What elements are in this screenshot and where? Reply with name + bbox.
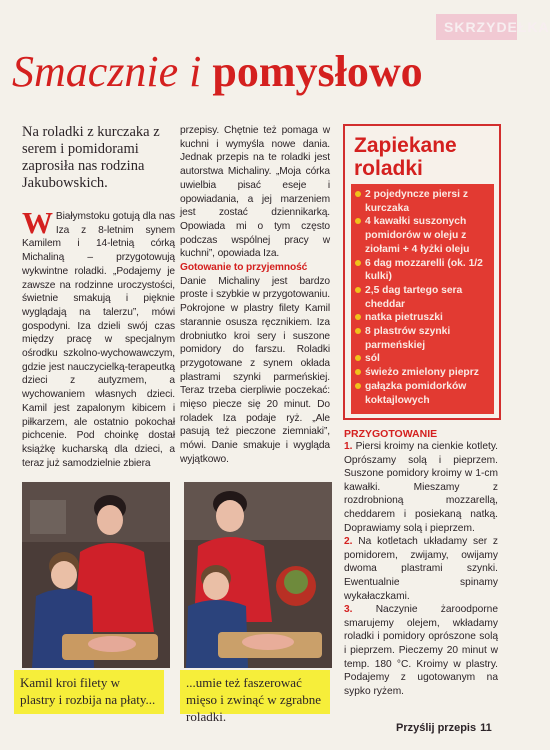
bullet-icon xyxy=(355,287,361,293)
photo-kitchen-1 xyxy=(22,482,170,668)
preparation-heading: PRZYGOTOWANIE xyxy=(344,428,438,440)
drop-cap: W xyxy=(22,205,53,240)
bullet-icon xyxy=(355,383,361,389)
page-number: 11 xyxy=(480,722,492,734)
bullet-icon xyxy=(355,191,361,197)
intro-lead: Na roladki z kurczaka z serem i pomidorami zaprosiła nas rodzina Jakubowskich. xyxy=(22,124,160,191)
page-title xyxy=(12,44,512,100)
page-footer xyxy=(396,722,492,734)
ingredient-text: 2,5 dag tartego sera cheddar xyxy=(365,284,463,310)
article-column-2 xyxy=(180,124,330,467)
photo-caption-1: Kamil kroi filety w plastry i rozbija na płaty... xyxy=(14,670,164,714)
ingredient-item xyxy=(354,311,490,325)
ingredient-text: 8 plastrów szynki parmeńskiej xyxy=(365,326,451,351)
ingredient-item xyxy=(354,366,490,380)
ingredients-list xyxy=(351,184,494,414)
step-text: Piersi kroimy na cienkie kotlety. Oprószamy solą i pieprzem. Suszone pomidory kroimy w 1-cm kawałki. Mieszamy z rozdrobnioną mozzarellą, cheddarem i posiekaną natką. Doprawiamy solą i pieprzem. xyxy=(344,441,498,534)
ingredient-item xyxy=(354,352,490,366)
photo-kitchen-2-art xyxy=(184,482,332,668)
footer-text: Przyślij przepis xyxy=(396,722,477,734)
column-1-text: Białymstoku gotują dla nas Iza z 8-letnim synem Kamilem i 14-letnią córką Michaliną – przygotowują wykwintne roladki. „Podajemy je zawsze na rodzinne uroczystości, świetnie smakują i pięknie wyglądają na talerzu”, mówi gospodyni. Iza dzieli swój czas między pracę w specjalnym ośrodku szkolno-wychowawczym, gdzie jest nauczycielką-terapeutką dzieci z autyzmem, a wychowaniem własnych dzieci. Kamil jest zapalonym kibicem i piłkarzem, ale ostatnio pokochał pichcenie. Pod choinkę dostał książkę kucharską dla dzieci, a teraz już samodzielnie zbiera xyxy=(22,211,175,469)
step-number: 2. xyxy=(344,536,353,548)
step-text: Naczynie żaroodporne smarujemy olejem, wkładamy roladki i pomidory oprószone solą i pieprzem. Pieczemy 20 minut w temp. 180 °C. Kroimy w plastry. Podajemy z ugotowanym na sypko ryżem. xyxy=(344,604,498,697)
ingredient-item xyxy=(354,325,490,352)
ingredient-item xyxy=(354,188,490,215)
column-2-text-1: przepisy. Chętnie też pomaga w kuchni i wymyśla nowe dania. Jednak przepis na te roladki jest autorstwa Michaliny. „Moja córka uwielbia pisać eseje i opowiadania, a jej marzeniem jest zostać dziennikarką. Opowiada mi o tym często podczas wspólnej pracy w kuchni”, opowiada Iza. xyxy=(180,125,330,260)
bullet-icon xyxy=(355,314,361,320)
ingredient-item xyxy=(354,257,490,284)
prep-step xyxy=(344,535,498,603)
subheading: Gotowanie to przyjemność xyxy=(180,262,308,274)
preparation-steps xyxy=(344,440,498,698)
section-tag: SKRZYDEŁKA xyxy=(436,14,517,40)
ingredient-item xyxy=(354,215,490,256)
photo-kitchen-1-art xyxy=(22,482,170,668)
ingredient-text: 6 dag mozzarelli (ok. 1/2 kulki) xyxy=(365,257,483,283)
article-column-1 xyxy=(22,205,175,470)
bullet-icon xyxy=(355,218,361,224)
ingredient-text: natka pietruszki xyxy=(365,312,443,324)
photo-kitchen-2 xyxy=(184,482,332,668)
step-text: Na kotletach układamy ser z pomidorem, zwijamy, owijamy dwoma plastrami szynki. Ewentualnie spinamy wykałaczkami. xyxy=(344,536,498,602)
column-2-text-2: Danie Michaliny jest bardzo proste i szybkie w przygotowaniu. Pokrojone w plastry filety Kamil starannie osusza ręcznikiem. Iza drobniutko kroi sery i suszone pomidory do farszu. Roladki przygotowane z synem okłada plastrami szynki parmeńskiej. Teraz trzeba cierpliwie poczekać: mięso piecze się 20 minut. Do roladek Iza podaje ryż. „Ale pasują też pieczone ziemniaki”, mówi. Danie smakuje i wygląda wyjątkowo. xyxy=(180,275,330,465)
recipe-title: Zapiekane roladki xyxy=(354,134,457,180)
bullet-icon xyxy=(355,260,361,266)
title-part-2: pomysłowo xyxy=(212,47,423,96)
ingredient-text: sól xyxy=(365,353,380,365)
step-number: 1. xyxy=(344,441,353,452)
photo-caption-2: ...umie też faszerować mięso i zwinąć w zgrabne roladki. xyxy=(180,670,330,714)
bullet-icon xyxy=(355,328,361,334)
step-number: 3. xyxy=(344,604,353,616)
ingredient-item xyxy=(354,380,490,407)
ingredient-item xyxy=(354,284,490,311)
bullet-icon xyxy=(355,369,361,375)
ingredient-text: świeżo zmielony pieprz xyxy=(365,367,479,379)
prep-step xyxy=(344,440,498,535)
ingredient-text: 2 pojedyncze piersi z kurczaka xyxy=(365,189,469,214)
title-part-1: Smacznie i xyxy=(12,47,213,96)
ingredient-text: gałązka pomidorków koktajlowych xyxy=(365,380,467,406)
prep-step xyxy=(344,603,498,698)
ingredient-text: 4 kawałki suszonych pomidorów w oleju z ziołami + 4 łyżki oleju xyxy=(365,216,470,255)
bullet-icon xyxy=(355,355,361,361)
